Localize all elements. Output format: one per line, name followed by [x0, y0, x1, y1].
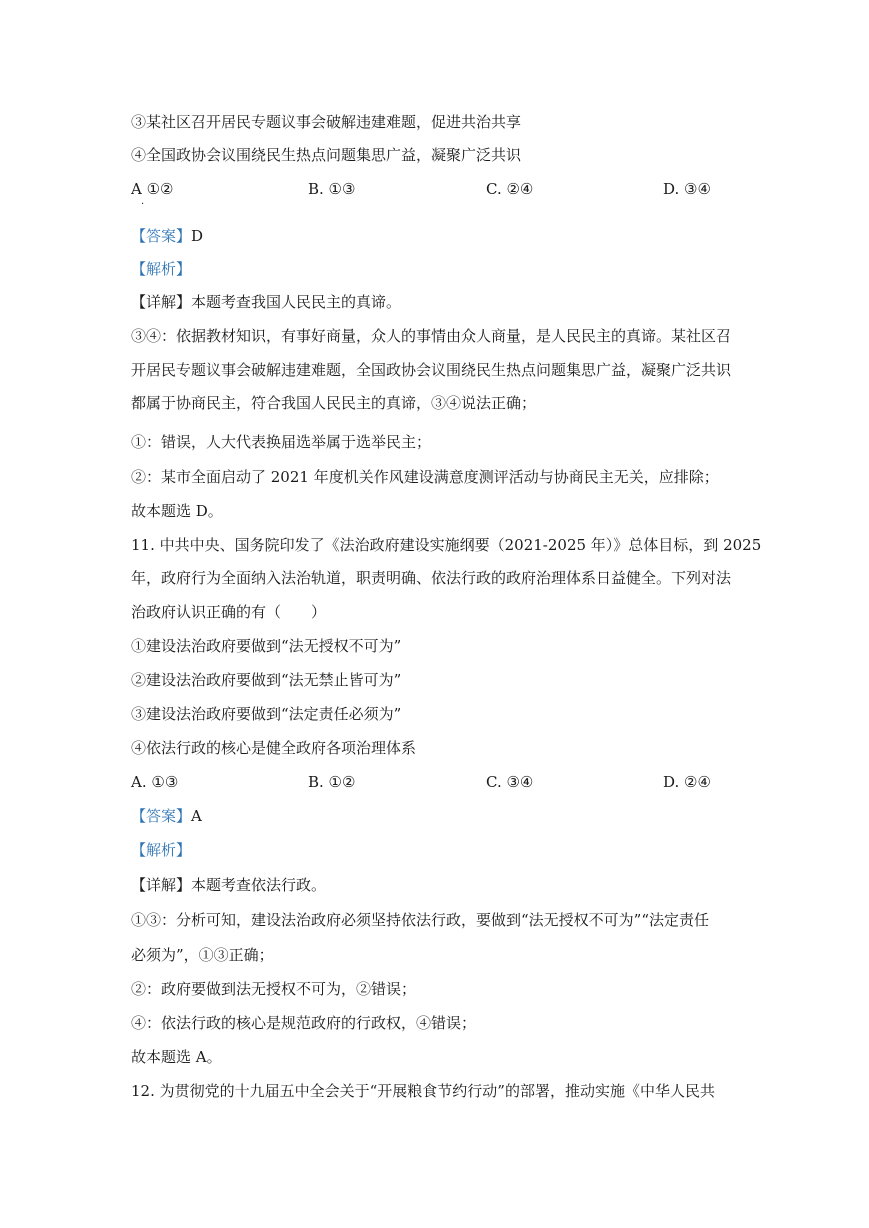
- q10-analysis-tag: 【解析】: [131, 260, 192, 278]
- q11-stem-1: 11. 中共中央、国务院印发了《法治政府建设实施纲要（2021-2025 年）》总体目标，到 2025: [131, 536, 762, 554]
- q10-explanation-2: 开居民专题议事会破解违建难题，全国政协会议围绕民生热点问题集思广益，凝聚广泛共识: [131, 361, 732, 379]
- q10-explanation-1: ③④：依据教材知识，有事好商量，众人的事情由众人商量，是人民民主的真谛。某社区召: [131, 327, 732, 345]
- q10-answer-line: [131, 226, 203, 246]
- q10-option-a: A ①②: [131, 180, 174, 198]
- stray-dot: ·: [141, 199, 145, 210]
- q11-item-2: ②建设法治政府要做到“法无禁止皆可为”: [131, 671, 402, 689]
- q12-stem-1: 12. 为贯彻党的十九届五中全会关于“开展粮食节约行动”的部署，推动实施《中华人民共: [131, 1082, 715, 1100]
- q11-options: [131, 772, 751, 792]
- q11-option-a: A. ①③: [131, 773, 179, 791]
- q11-explanation-3: ②：政府要做到法无授权不可为，②错误；: [131, 980, 417, 998]
- q11-item-4: ④依法行政的核心是健全政府各项治理体系: [131, 739, 417, 757]
- q10-item-3: ③某社区召开居民专题议事会破解违建难题，促进共治共享: [131, 113, 522, 131]
- q10-option-c: C. ②④: [486, 180, 534, 198]
- q11-stem-2: 年，政府行为全面纳入法治轨道，职责明确、依法行政的政府治理体系日益健全。下列对法: [131, 569, 732, 587]
- q11-option-b: B. ①②: [308, 773, 356, 791]
- q10-answer-tag: 【答案】: [131, 227, 192, 245]
- q10-item-4: ④全国政协会议围绕民生热点问题集思广益，凝聚广泛共识: [131, 146, 522, 164]
- q11-item-1: ①建设法治政府要做到“法无授权不可为”: [131, 637, 402, 655]
- q10-option-d: D. ③④: [663, 180, 711, 198]
- q11-conclusion: 故本题选 A。: [131, 1048, 222, 1066]
- q11-option-d: D. ②④: [663, 773, 711, 791]
- q10-conclusion: 故本题选 D。: [131, 502, 223, 520]
- q10-options: [131, 179, 751, 199]
- q10-option-b: B. ①③: [308, 180, 356, 198]
- q11-answer-tag: 【答案】: [131, 807, 192, 825]
- q10-explanation-5: ②：某市全面启动了 2021 年度机关作风建设满意度测评活动与协商民主无关，应排除；: [131, 468, 719, 486]
- q11-analysis-tag: 【解析】: [131, 841, 192, 859]
- q11-item-3: ③建设法治政府要做到“法定责任必须为”: [131, 705, 402, 723]
- q10-detail: 【详解】本题考查我国人民民主的真谛。: [131, 293, 402, 311]
- q10-answer: D: [191, 227, 204, 245]
- q11-detail: 【详解】本题考查依法行政。: [131, 876, 327, 894]
- q11-stem-3: 治政府认识正确的有（ ）: [131, 603, 327, 621]
- q11-answer: A: [191, 807, 202, 825]
- q10-explanation-4: ①：错误，人大代表换届选举属于选举民主；: [131, 433, 432, 451]
- q11-explanation-4: ④：依法行政的核心是规范政府的行政权，④错误；: [131, 1014, 477, 1032]
- q11-explanation-2: 必须为”，①③正确；: [131, 946, 274, 964]
- q11-explanation-1: ①③：分析可知，建设法治政府必须坚持依法行政，要做到“法无授权不可为”“法定责任: [131, 911, 710, 929]
- q11-answer-line: [131, 806, 202, 826]
- q11-option-c: C. ③④: [486, 773, 534, 791]
- q10-explanation-3: 都属于协商民主，符合我国人民民主的真谛，③④说法正确；: [131, 394, 537, 412]
